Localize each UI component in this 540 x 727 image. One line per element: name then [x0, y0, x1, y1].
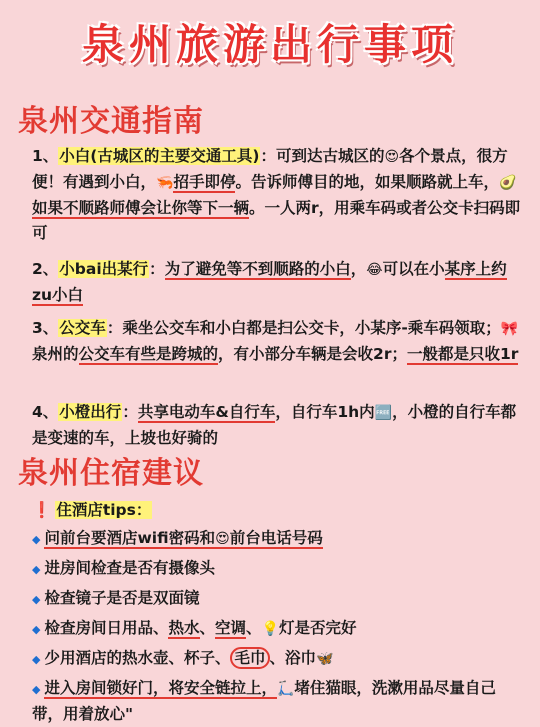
- diamond-bullet-icon: ◆: [32, 683, 41, 696]
- transport-item-1: [32, 144, 522, 246]
- item-number: 1、: [32, 147, 59, 165]
- text: ：乘坐公交车和小白都是扫公交卡，小某序-乘车码领取；: [106, 319, 501, 337]
- underlined-text: 招手即停: [173, 173, 236, 191]
- text: 问前台要酒店wifi密码和: [44, 529, 216, 547]
- list-item: [32, 614, 522, 644]
- text: ，自行车1h内: [275, 403, 375, 421]
- underlined-text: 空调: [215, 619, 247, 637]
- underlined-text: 为了避免等不到顺路的小白: [164, 260, 351, 278]
- text: 各个景点，很方便！有遇到小白，: [32, 147, 508, 191]
- underlined-text: 一般都是只收1r: [406, 345, 519, 363]
- tips-header: [32, 496, 522, 524]
- text: 、: [246, 619, 262, 637]
- diamond-bullet-icon: ◆: [32, 653, 41, 666]
- text: 可以在小: [382, 260, 445, 278]
- text: ：可到达古城区的: [260, 147, 385, 165]
- ribbon-emoji-icon: 🎀: [500, 321, 519, 337]
- lightbulb-emoji-icon: 💡: [261, 621, 279, 637]
- highlight-text: 小白(古城区的主要交通工具): [59, 147, 260, 165]
- transport-item-4: [32, 400, 522, 451]
- underlined-text: 公交车有些是跨城的: [78, 345, 219, 363]
- lodging-list: [32, 496, 522, 727]
- text: ：: [149, 260, 165, 278]
- section-heading-transport: 泉州交通指南: [18, 104, 204, 139]
- text: 灯是否完好: [278, 619, 357, 637]
- underlined-text: [44, 529, 322, 549]
- transport-item-2: [32, 257, 522, 308]
- text: 。告诉师傅目的地，如果顺路就上车，: [235, 173, 499, 191]
- diamond-bullet-icon: ◆: [32, 533, 41, 546]
- avocado-emoji-icon: 🥑: [498, 175, 517, 191]
- heart-eyes-emoji-icon: 😍: [215, 531, 230, 547]
- item-number: 4、: [32, 403, 59, 421]
- heart-eyes-emoji-icon: 😍: [384, 149, 400, 165]
- text: ，: [350, 260, 367, 278]
- text: 检查镜子是否是双面镜: [44, 589, 200, 607]
- shrimp-emoji-icon: 🦐: [156, 175, 174, 191]
- text: 、: [199, 619, 216, 637]
- diamond-bullet-icon: ◆: [32, 623, 41, 636]
- free-badge-icon: 🆓: [374, 405, 393, 421]
- highlight-text: 小bai出某行: [59, 260, 149, 278]
- text: 前台电话号码: [229, 529, 323, 547]
- list-item: [32, 554, 522, 584]
- underlined-text: 某序上约zu小白: [32, 260, 507, 304]
- exclamation-icon: ❗: [32, 501, 52, 519]
- item-number: 2、: [32, 260, 59, 278]
- list-item: [32, 644, 522, 674]
- underlined-text: 热水: [168, 619, 200, 637]
- list-item: [32, 584, 522, 614]
- text: 少用酒店的热水壶、杯子、: [44, 649, 231, 667]
- text: 泉州的: [32, 345, 79, 363]
- text: 堵住猫眼，洗漱用品尽量自己带，用着放心": [32, 679, 496, 723]
- underlined-text: 如果不顺路师傅会让你等下一辆: [32, 199, 250, 217]
- scooter-emoji-icon: 🛴: [276, 681, 295, 697]
- text: ，有小部分车辆是会收2r；: [218, 345, 407, 363]
- text: ，小橙的自行车都是变速的车，上坡也好骑的: [32, 403, 517, 447]
- circled-text: 毛巾: [230, 647, 269, 669]
- laughing-emoji-icon: 😂: [366, 262, 383, 278]
- section-heading-lodging: 泉州住宿建议: [18, 456, 204, 491]
- list-item: [32, 674, 522, 727]
- text: ：: [122, 403, 138, 421]
- diamond-bullet-icon: ◆: [32, 593, 41, 606]
- underlined-text: 共享电动车&自行车: [137, 403, 276, 421]
- list-item: [32, 524, 522, 554]
- diamond-bullet-icon: ◆: [32, 563, 41, 576]
- highlight-text: 公交车: [59, 319, 106, 337]
- text: 。一人两r，用乘车码或者公交卡扫码即可: [32, 199, 521, 242]
- text: 检查房间日用品、: [44, 619, 169, 637]
- item-number: 3、: [32, 319, 59, 337]
- text: 进房间检查是否有摄像头: [44, 559, 215, 577]
- butterfly-emoji-icon: 🦋: [316, 651, 334, 667]
- transport-item-3: [32, 316, 522, 367]
- highlight-text: 小橙出行: [59, 403, 122, 421]
- text: 、浴巾: [269, 649, 317, 667]
- tips-label: 住酒店tips：: [56, 501, 152, 519]
- underlined-text: 进入房间锁好门，将安全链拉上，: [44, 679, 277, 697]
- page-title: 泉州旅游出行事项: [81, 20, 458, 69]
